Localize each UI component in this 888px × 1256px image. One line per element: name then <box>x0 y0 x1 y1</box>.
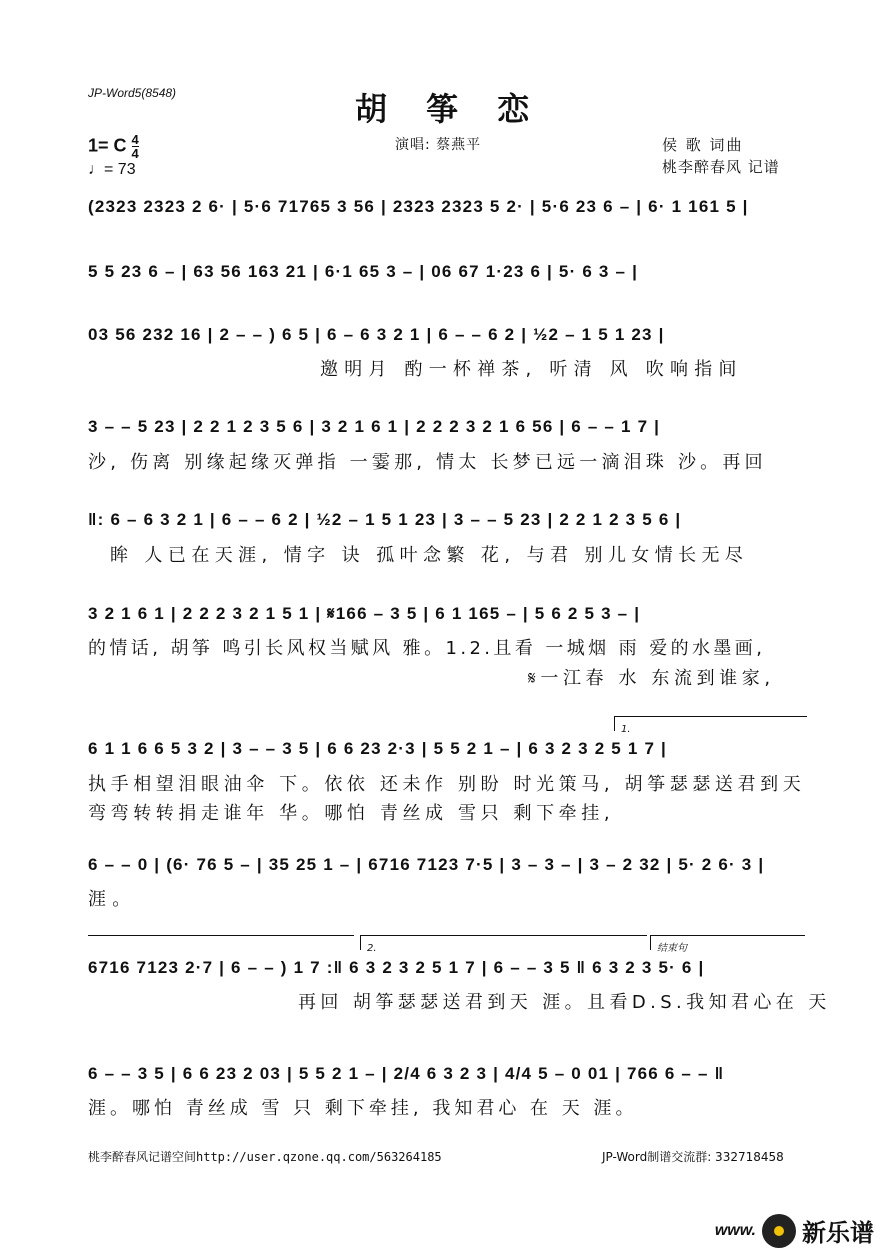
notation-row-8: 6 – – 0 | (6· 76 5 – | 35 25 1 – | 6716 7123 7·5 | 3 – 3 – | 3 – 2 32 | 5· 2 6· 3 | <box>88 855 765 874</box>
transcriber-credit: 桃李醉春风 记谱 <box>662 158 780 176</box>
watermark-logo <box>715 1213 874 1248</box>
staff-line-left <box>88 935 354 936</box>
record-disc-icon <box>762 1214 796 1248</box>
time-signature <box>132 133 139 160</box>
lyric-row-3: 邀明月 酌一杯禅茶, 听清 风 吹响指间 <box>320 359 743 380</box>
lyric-row-6b: 𝄋一江春 水 东流到谁家, <box>528 668 775 689</box>
software-label: JP-Word5(8548) <box>88 86 177 100</box>
composer-credit: 侯 歌 词曲 <box>662 136 744 154</box>
lyric-row-8: 涯。 <box>88 889 137 910</box>
notation-row-4: 3 – – 5 23 | 2 2 1 2 3 5 6 | 3 2 1 6 1 | 2 2 2 3 2 1 6 56 | 6 – – 1 7 | <box>88 417 661 436</box>
lyric-row-9: 再回 胡筝瑟瑟送君到天 涯。且看D.S.我知君心在 天 <box>298 992 831 1013</box>
watermark-url: www. <box>714 1221 756 1239</box>
volta-1 <box>614 716 807 735</box>
notation-row-6: 3 2 1 6 1 | 2 2 2 3 2 1 5 1 | 𝄋166 – 3 5 | 6 1 165 – | 5 6 2 5 3 – | <box>88 604 641 623</box>
singer-credit: 演唱: 蔡燕平 <box>395 137 482 153</box>
time-top: 4 <box>131 132 139 147</box>
ending-section-label: 结束句 <box>657 943 687 954</box>
watermark-brand: 新乐谱 <box>802 1219 874 1247</box>
time-bottom: 4 <box>131 146 139 161</box>
lyric-row-7a: 执手相望泪眼油伞 下。依依 还未作 别盼 时光策马, 胡筝瑟瑟送君到天 <box>88 774 806 795</box>
volta-2 <box>360 935 647 954</box>
notation-row-9: 6716 7123 2·7 | 6 – – ) 1 7 :‖ 6 3 2 3 2 5 1 7 | 6 – – 3 5 ‖ 6 3 2 3 5· 6 | <box>88 958 705 977</box>
lyric-row-10: 涯。哪怕 青丝成 雪 只 剩下牵挂, 我知君心 在 天 涯。 <box>88 1098 638 1119</box>
notation-row-5: ‖: 6 – 6 3 2 1 | 6 – – 6 2 | ½2 – 1 5 1 23 | 3 – – 5 23 | 2 2 1 2 3 5 6 | <box>88 510 682 529</box>
notation-row-7: 6 1 1 6 6 5 3 2 | 3 – – 3 5 | 6 6 23 2·3 | 5 5 2 1 – | 6 3 2 3 2 5 1 7 | <box>88 739 667 758</box>
lyric-row-4: 沙, 伤离 别缘起缘灭弹指 一霎那, 情太 长梦已远一滴泪珠 沙。再回 <box>88 452 767 473</box>
tempo-marking: ♩= 73 <box>88 161 136 178</box>
lyric-row-6a: 的情话, 胡筝 鸣引长风权当赋风 雅。1.2.且看 一城烟 雨 爱的水墨画, <box>88 638 766 659</box>
key-signature <box>88 133 139 160</box>
notation-row-2: 5 5 23 6 – | 63 56 163 21 | 6·1 65 3 – | 06 67 1·23 6 | 5· 6 3 – | <box>88 262 639 281</box>
footer-left: 桃李醉春风记谱空间http://user.qzone.qq.com/563264185 <box>88 1150 442 1164</box>
lyric-row-5: 眸 人已在天涯, 情字 诀 孤叶念繁 花, 与君 别儿女情长无尽 <box>110 545 749 566</box>
volta-2-label: 2. <box>367 943 377 954</box>
volta-1-label: 1. <box>621 724 631 735</box>
notation-row-3: 03 56 232 16 | 2 – – ) 6 5 | 6 – 6 3 2 1 | 6 – – 6 2 | ½2 – 1 5 1 23 | <box>88 325 665 344</box>
footer-right: JP-Word制谱交流群: 332718458 <box>602 1150 784 1164</box>
notation-row-10: 6 – – 3 5 | 6 6 23 2 03 | 5 5 2 1 – | 2/4 6 3 2 3 | 4/4 5 – 0 01 | 766 6 – – ‖ <box>88 1064 725 1083</box>
lyric-row-7b: 弯弯转转捐走谁年 华。哪怕 青丝成 雪只 剩下牵挂, <box>88 803 615 824</box>
notation-row-1: (2323 2323 2 6· | 5·6 71765 3 56 | 2323 2323 5 2· | 5·6 23 6 – | 6· 1 161 5 | <box>88 197 749 216</box>
song-title: 胡 筝 恋 <box>355 90 544 128</box>
key-label: 1= C <box>88 135 127 156</box>
ending-section <box>650 935 805 954</box>
